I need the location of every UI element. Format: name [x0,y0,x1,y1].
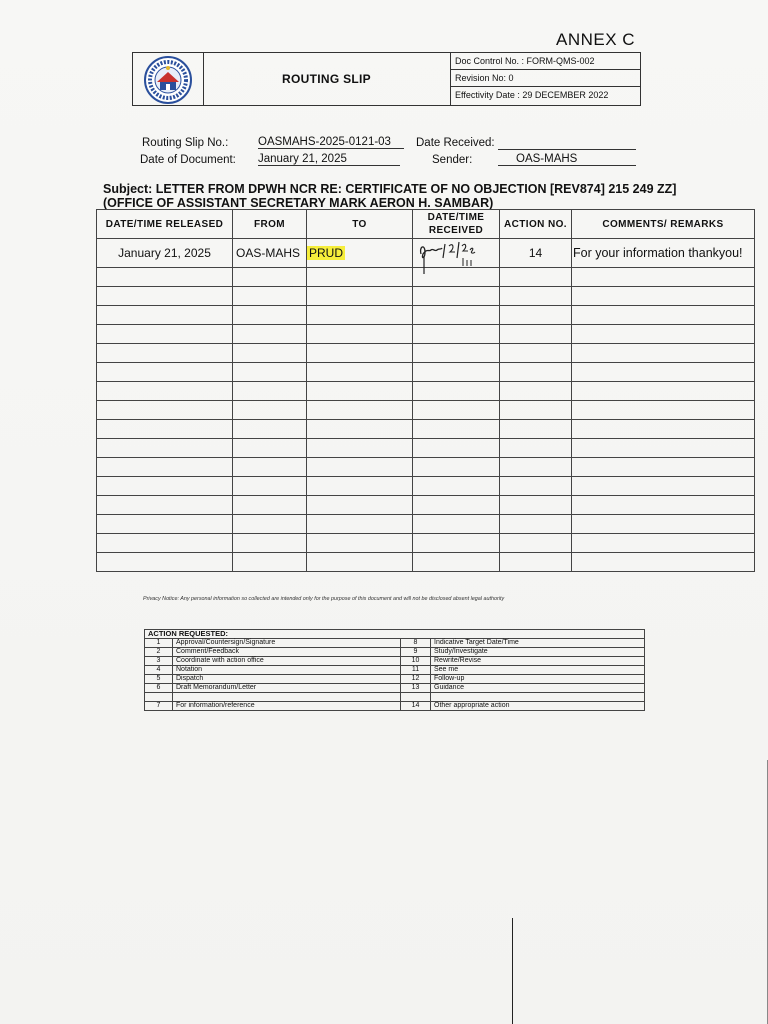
action-text: Guidance [431,684,645,693]
table-cell [572,420,755,439]
col-to: TO [307,210,413,239]
table-cell [500,325,572,344]
table-cell [307,344,413,363]
table-cell [233,496,307,515]
table-cell [572,458,755,477]
action-row [145,666,645,675]
action-text: Draft Memorandum/Letter [173,684,401,693]
action-number: 4 [145,666,173,675]
action-text: Follow-up [431,675,645,684]
table-cell [572,477,755,496]
table-row [97,553,755,572]
col-from: FROM [233,210,307,239]
subject-line: Subject: LETTER FROM DPWH NCR RE: CERTIFICATE OF NO OBJECTION [REV874] 215 249 ZZ] (OFFICE OF ASSISTANT SECRETARY MARK AERON H. SAMBAR) [103,182,677,210]
table-cell [307,515,413,534]
table-cell [97,325,233,344]
action-number [145,693,173,702]
table-cell [233,268,307,287]
table-row [97,239,755,268]
action-number: 14 [401,702,431,711]
routing-table [96,209,755,572]
action-text: Rewrite/Revise [431,657,645,666]
action-text [431,693,645,702]
effectivity-date: Effectivity Date : 29 DECEMBER 2022 [455,90,609,100]
privacy-notice: Privacy Notice: Any personal information so collected are intended only for the purpose of this document and will not be disclosed absent legal authority [143,596,505,602]
action-text: See me [431,666,645,675]
agency-seal-icon [139,55,197,105]
action-text: Approval/Countersign/Signature [173,639,401,648]
action-row [145,639,645,648]
table-row [97,344,755,363]
table-cell [500,306,572,325]
table-cell [572,439,755,458]
table-cell [500,515,572,534]
table-cell [97,458,233,477]
table-cell [413,496,500,515]
action-number: 11 [401,666,431,675]
table-cell [233,420,307,439]
table-cell [500,496,572,515]
table-cell [572,515,755,534]
action-number: 1 [145,639,173,648]
action-text: For information/reference [173,702,401,711]
action-number: 12 [401,675,431,684]
action-number: 2 [145,648,173,657]
table-row [97,287,755,306]
col-action-no: ACTION NO. [500,210,572,239]
table-row [97,515,755,534]
table-cell [233,287,307,306]
table-cell [233,477,307,496]
action-row [145,684,645,693]
table-cell [307,382,413,401]
table-cell [97,477,233,496]
table-cell [413,515,500,534]
action-text [173,693,401,702]
table-row [97,363,755,382]
scan-mark-line [512,918,513,1024]
table-cell [413,306,500,325]
table-cell [233,382,307,401]
table-cell [413,325,500,344]
cell-remarks: For your information thankyou! [572,239,755,268]
action-row [145,657,645,666]
table-cell [572,287,755,306]
table-cell [97,382,233,401]
cell-received-signature [413,239,500,268]
table-cell [500,363,572,382]
action-number: 9 [401,648,431,657]
action-number: 13 [401,684,431,693]
table-cell [307,268,413,287]
col-date-released: DATE/TIME RELEASED [97,210,233,239]
action-number [401,693,431,702]
table-cell [572,363,755,382]
table-cell [572,401,755,420]
action-text: Dispatch [173,675,401,684]
action-row [145,648,645,657]
table-cell [233,458,307,477]
annex-label: ANNEX C [556,30,636,49]
table-cell [500,344,572,363]
table-cell [233,363,307,382]
table-cell [97,401,233,420]
table-cell [233,325,307,344]
cell-released: January 21, 2025 [97,239,233,268]
table-cell [500,268,572,287]
table-cell [97,515,233,534]
table-cell [97,420,233,439]
table-cell [307,325,413,344]
table-cell [233,553,307,572]
table-cell [307,496,413,515]
revision-number: Revision No: 0 [450,70,640,87]
table-cell [233,401,307,420]
table-cell [307,477,413,496]
action-number: 3 [145,657,173,666]
table-cell [413,439,500,458]
table-cell [500,439,572,458]
cell-from: OAS-MAHS [233,239,307,268]
table-cell [500,420,572,439]
doc-control-number: Doc Control No. : FORM-QMS-002 [450,53,640,70]
action-requested-table [144,629,645,711]
table-cell [307,458,413,477]
table-row [97,325,755,344]
action-row [145,702,645,711]
table-cell [572,553,755,572]
logo-cell [133,53,204,105]
table-cell [97,268,233,287]
table-cell [307,534,413,553]
action-text: Other appropriate action [431,702,645,711]
table-cell [413,344,500,363]
col-date-received: DATE/TIME RECEIVED [413,210,500,239]
table-cell [233,515,307,534]
sender-value: OAS-MAHS [498,153,636,166]
table-cell [500,534,572,553]
table-cell [97,496,233,515]
action-number: 10 [401,657,431,666]
handwritten-signature-icon [415,238,499,278]
form-title: ROUTING SLIP [203,53,451,105]
action-number: 7 [145,702,173,711]
table-cell [97,439,233,458]
action-row [145,693,645,702]
cell-to [307,239,413,268]
routing-slip-number: OASMAHS-2025-0121-03 [258,136,404,149]
action-row [145,675,645,684]
table-cell [307,287,413,306]
table-cell [233,439,307,458]
cell-to-highlight: PRUD [309,246,344,260]
action-text: Comment/Feedback [173,648,401,657]
table-cell [413,401,500,420]
table-cell [500,401,572,420]
routing-slip-label: Routing Slip No.: [142,137,229,149]
col-remarks: COMMENTS/ REMARKS [572,210,755,239]
table-cell [307,553,413,572]
date-of-document-value: January 21, 2025 [258,153,400,166]
table-cell [500,287,572,306]
action-text: Study/Investigate [431,648,645,657]
action-requested-title: ACTION REQUESTED: [145,630,645,639]
table-cell [500,477,572,496]
table-cell [572,534,755,553]
action-number: 8 [401,639,431,648]
table-cell [413,477,500,496]
table-cell [500,458,572,477]
table-cell [413,534,500,553]
table-row [97,534,755,553]
table-cell [413,420,500,439]
table-cell [97,287,233,306]
table-cell [500,382,572,401]
doc-meta [450,53,640,105]
action-text: Coordinate with action office [173,657,401,666]
table-row [97,306,755,325]
table-cell [97,363,233,382]
action-text: Indicative Target Date/Time [431,639,645,648]
table-header-row [97,210,755,239]
table-cell [572,496,755,515]
table-cell [233,306,307,325]
table-cell [572,382,755,401]
table-cell [413,382,500,401]
table-cell [572,344,755,363]
action-number: 6 [145,684,173,693]
date-of-document-label: Date of Document: [140,154,236,166]
table-cell [413,458,500,477]
table-row [97,420,755,439]
date-received-label: Date Received: [416,137,495,149]
table-cell [307,363,413,382]
table-row [97,496,755,515]
cell-action-no: 14 [500,239,572,268]
header-box [132,52,641,106]
table-cell [307,401,413,420]
action-number: 5 [145,675,173,684]
table-cell [572,325,755,344]
table-cell [233,534,307,553]
table-cell [307,306,413,325]
table-cell [97,553,233,572]
table-cell [413,363,500,382]
table-cell [413,553,500,572]
table-row [97,458,755,477]
sender-label: Sender: [432,154,473,166]
table-cell [97,344,233,363]
table-cell [307,439,413,458]
table-cell [97,306,233,325]
table-cell [307,420,413,439]
table-cell [572,306,755,325]
table-cell [413,287,500,306]
table-cell [572,268,755,287]
table-row [97,382,755,401]
table-row [97,439,755,458]
table-cell [97,534,233,553]
action-text: Notation [173,666,401,675]
table-cell [500,553,572,572]
date-received-field [498,136,636,150]
table-cell [233,344,307,363]
table-row [97,477,755,496]
table-row [97,401,755,420]
